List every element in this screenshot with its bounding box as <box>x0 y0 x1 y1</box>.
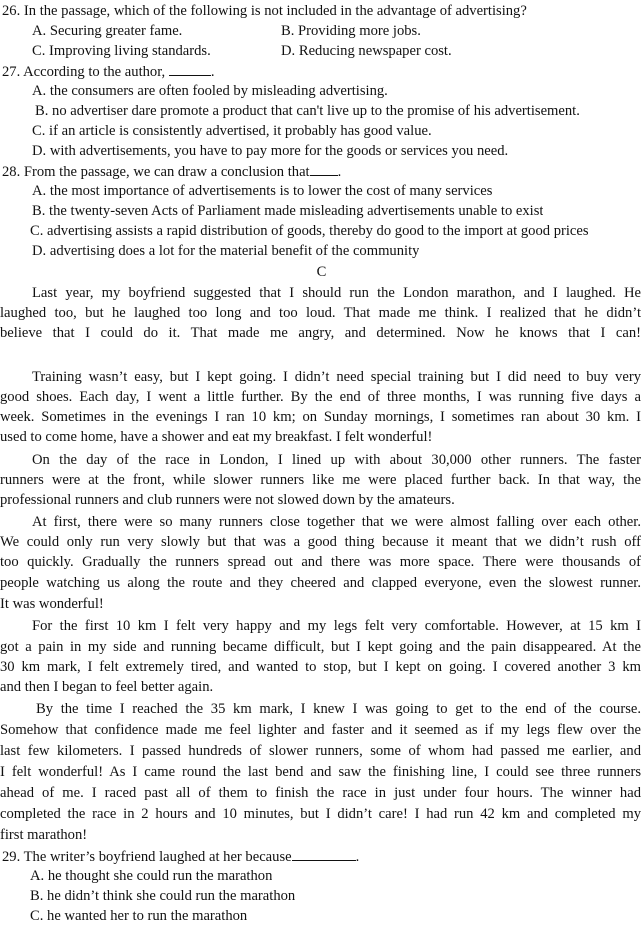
passage-p5-line: 30 km mark, I felt extremely tired, and wanted to stop, but I kept on going. I covered another 3 km <box>0 659 641 675</box>
q29-stem-text: 29. The writer’s boyfriend laughed at her because <box>2 849 292 865</box>
q26-option-d: D. Reducing newspaper cost. <box>281 43 452 59</box>
q27-stem-end: . <box>210 64 215 80</box>
passage-p2-line: used to come home, have a shower and eat my breakfast. I felt wonderful! <box>0 429 433 445</box>
passage-p4-line: people watching us along the route and they cheered and clapped everyone, even the slowest runner. <box>0 575 641 591</box>
q26-option-b: B. Providing more jobs. <box>281 23 421 39</box>
q28-stem <box>2 161 341 181</box>
passage-p6-line: completed the race in 2 hours and 10 minutes, but I didn’t care! I had run 42 km and completed my <box>0 806 641 822</box>
passage-p5-line: got a pain in my side and running became difficult, but I kept going and the pain disappeared. At the <box>0 639 641 655</box>
passage-p4-line: It was wonderful! <box>0 596 104 612</box>
q29-option-b: B. he didn’t think she could run the marathon <box>30 888 296 904</box>
answer-blank <box>169 61 211 76</box>
passage-p6-line: I felt wonderful! As I came round the last bend and saw the finishing line, I could see three runners <box>0 764 641 780</box>
passage-p4-line: At first, there were so many runners close together that we were almost falling over each other. <box>32 514 641 530</box>
passage-p6-line: first marathon! <box>0 827 88 843</box>
q28-option-b: B. the twenty-seven Acts of Parliament made misleading advertisements unable to exist <box>32 203 544 219</box>
passage-p4-line: We could only run very slowly but that was a good thing because it meant that we didn’t rush off <box>0 534 641 550</box>
q29-stem-end: . <box>355 849 360 865</box>
passage-p1-line: laughed too, but he laughed too long and too loud. That made me think. I realized that he didn’t <box>0 305 641 321</box>
q27-option-c: C. if an article is consistently advertised, it probably has good value. <box>32 123 432 139</box>
q26-option-a: A. Securing greater fame. <box>32 23 183 39</box>
passage-p2-line: Training wasn’t easy, but I kept going. I didn’t need special training but I did need to buy very <box>32 369 641 385</box>
q27-option-d: D. with advertisements, you have to pay more for the goods or services you need. <box>32 143 509 159</box>
q27-stem-text: 27. According to the author, <box>2 64 169 80</box>
q26-stem: 26. In the passage, which of the following is not included in the advantage of advertising? <box>2 3 527 19</box>
passage-p1-line: Last year, my boyfriend suggested that I should run the London marathon, and I laughed. He <box>32 285 641 301</box>
q28-option-a: A. the most importance of advertisements is to lower the cost of many services <box>32 183 493 199</box>
passage-p6-line: Somehow that confidence made me feel lighter and faster and it seemed as if my legs flew over the <box>0 722 641 738</box>
passage-p2-line: week. Sometimes in the evenings I ran 10 km; on Sunday mornings, I sometimes ran about 30 km. I <box>0 409 641 425</box>
q29-option-a: A. he thought she could run the marathon <box>30 868 273 884</box>
passage-p5-line: and then I began to feel better again. <box>0 679 214 695</box>
passage-p3-line: professional runners and club runners were not slowed down by the amateurs. <box>0 492 455 508</box>
answer-blank <box>292 846 356 861</box>
q27-option-a: A. the consumers are often fooled by misleading advertising. <box>32 83 388 99</box>
passage-p5-line: For the first 10 km I felt very happy and my legs felt very comfortable. However, at 15 km I <box>32 618 641 634</box>
q29-option-c: C. he wanted her to run the marathon <box>30 908 248 924</box>
passage-p4-line: too quickly. Gradually the runners spread out and there was more space. There were thousands of <box>0 554 641 570</box>
q27-stem <box>2 61 214 81</box>
q28-option-c: C. advertising assists a rapid distribution of goods, thereby do good to the import at good prices <box>30 223 589 239</box>
answer-blank <box>310 161 338 176</box>
section-heading: C <box>316 264 327 280</box>
passage-p6-line: By the time I reached the 35 km mark, I knew I was going to get to the end of the course. <box>36 701 641 717</box>
q27-option-b: B. no advertiser dare promote a product that can't live up to the promise of his advertisement. <box>35 103 580 119</box>
passage-p2-line: good shoes. Each day, I went a little further. By the end of three months, I was running five days a <box>0 389 641 405</box>
q28-stem-end: . <box>337 164 342 180</box>
q26-option-c: C. Improving living standards. <box>32 43 211 59</box>
passage-p6-line: ahead of me. I raced past all of them to finish the race in just under four hours. The winner had <box>0 785 641 801</box>
passage-p3-line: On the day of the race in London, I lined up with about 30,000 other runners. The faster <box>32 452 641 468</box>
passage-p1-line: believe that I could do it. That made me angry, and determined. Now he knows that I can! <box>0 325 641 341</box>
q28-option-d: D. advertising does a lot for the material benefit of the community <box>32 243 420 259</box>
passage-p6-line: last few kilometers. I passed hundreds of slower runners, some of whom had passed me earlier, and <box>0 743 641 759</box>
q28-stem-text: 28. From the passage, we can draw a conclusion that <box>2 164 310 180</box>
passage-p3-line: runners were at the front, while slower runners like me were placed further back. In that way, the <box>0 472 641 488</box>
q29-stem <box>2 846 359 866</box>
